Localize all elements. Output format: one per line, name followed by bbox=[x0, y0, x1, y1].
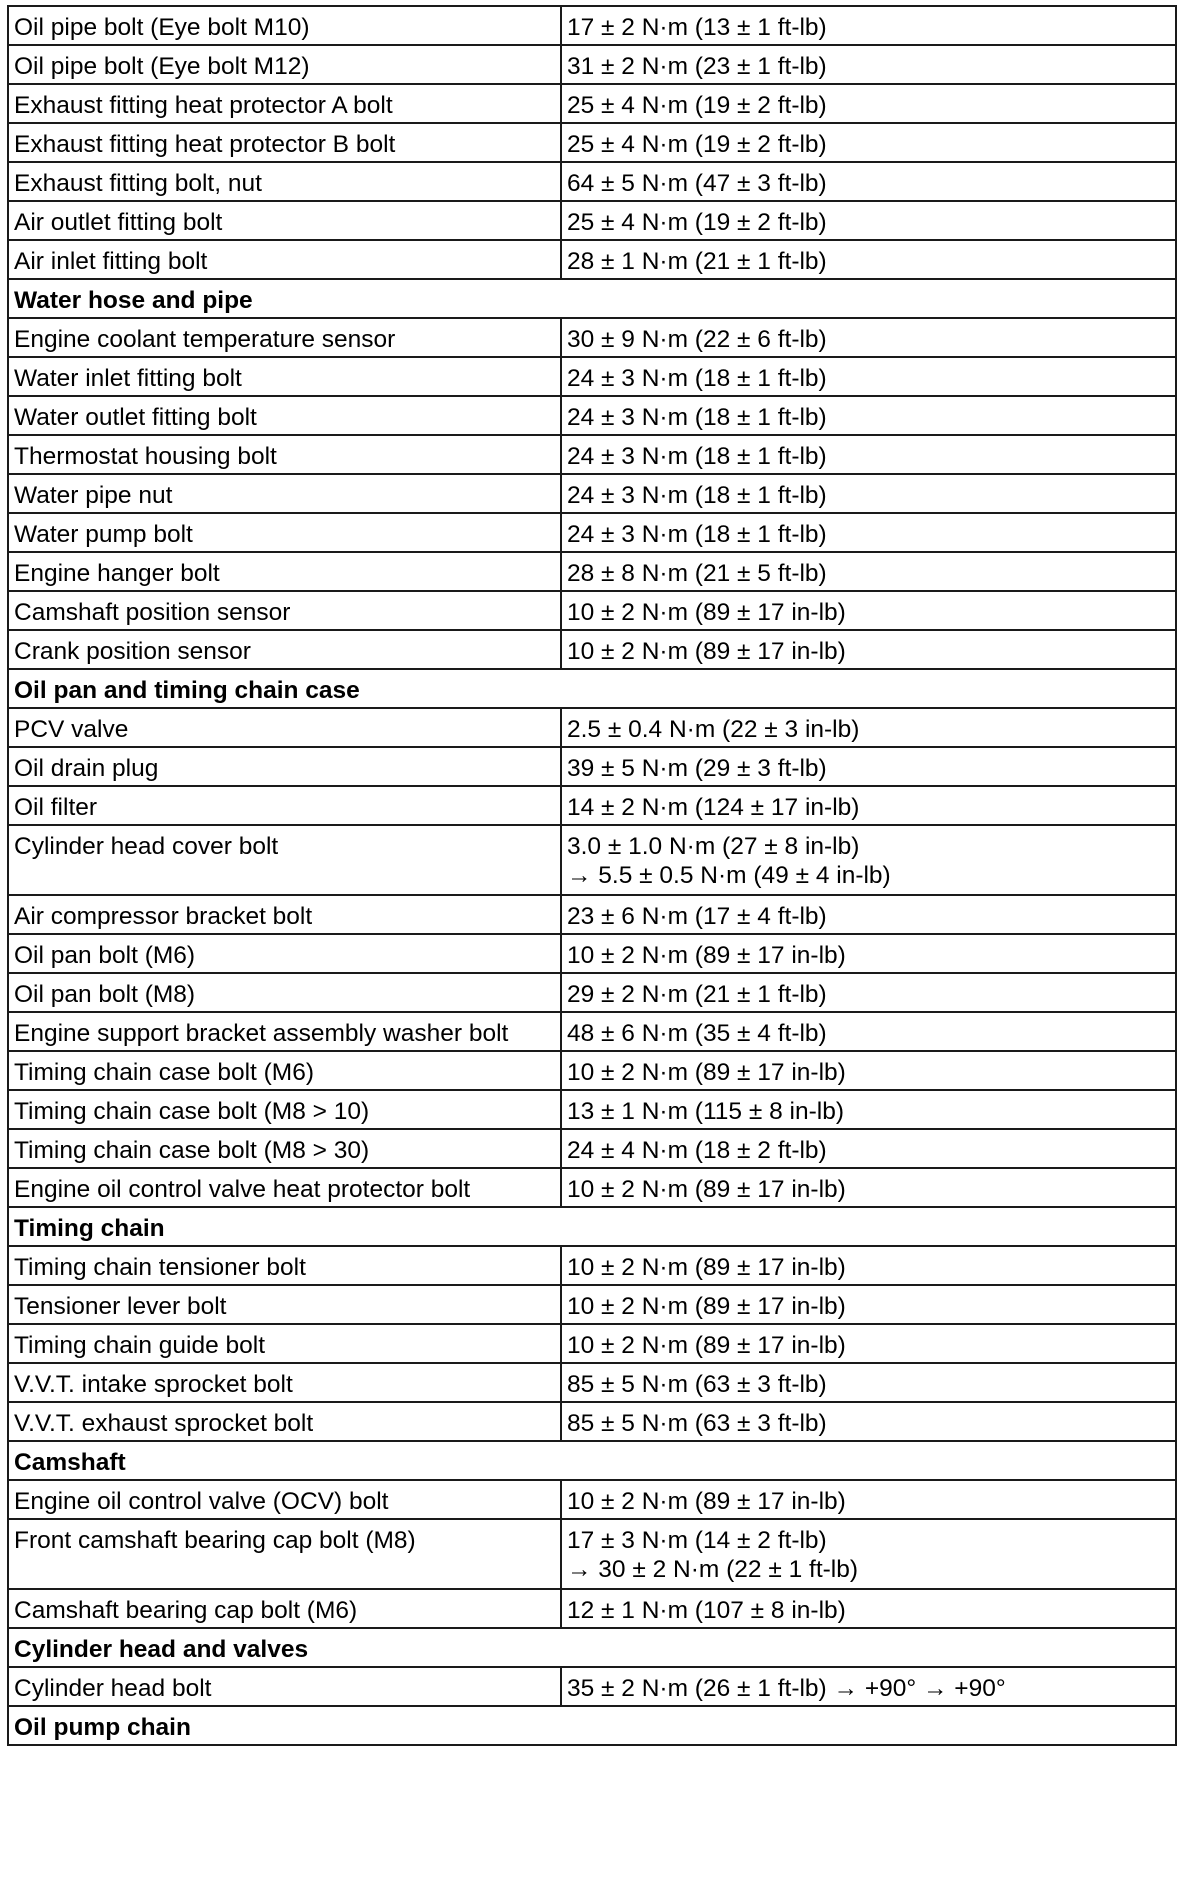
torque-value-line: 10 ± 2 N·m (89 ± 17 in-lb) bbox=[567, 638, 846, 665]
component-name-cell: Engine oil control valve heat protector bolt bbox=[8, 1168, 561, 1207]
torque-value-line: 10 ± 2 N·m (89 ± 17 in-lb) bbox=[567, 1332, 846, 1359]
torque-value-line: 17 ± 2 N·m (13 ± 1 ft-lb) bbox=[567, 14, 827, 41]
component-name-cell: Oil pipe bolt (Eye bolt M12) bbox=[8, 45, 561, 84]
torque-value-line: 25 ± 4 N·m (19 ± 2 ft-lb) bbox=[567, 92, 827, 119]
component-name-cell: Engine oil control valve (OCV) bolt bbox=[8, 1480, 561, 1519]
torque-value-cell bbox=[561, 396, 1176, 435]
torque-value-line: 48 ± 6 N·m (35 ± 4 ft-lb) bbox=[567, 1020, 827, 1047]
component-name-cell: Air outlet fitting bolt bbox=[8, 201, 561, 240]
torque-value-line: 10 ± 2 N·m (89 ± 17 in-lb) bbox=[567, 599, 846, 626]
torque-value-cell bbox=[561, 1480, 1176, 1519]
table-row bbox=[8, 786, 1176, 825]
torque-value-line: 24 ± 4 N·m (18 ± 2 ft-lb) bbox=[567, 1137, 827, 1164]
component-name-cell: Timing chain guide bolt bbox=[8, 1324, 561, 1363]
section-header-cylinder-head-and-valves bbox=[8, 1628, 1176, 1667]
table-row bbox=[8, 708, 1176, 747]
section-header-timing-chain bbox=[8, 1207, 1176, 1246]
section-header-water-hose-and-pipe bbox=[8, 279, 1176, 318]
torque-value-cell bbox=[561, 1402, 1176, 1441]
torque-value-cell bbox=[561, 591, 1176, 630]
component-name-cell: Camshaft bearing cap bolt (M6) bbox=[8, 1589, 561, 1628]
torque-value-cell bbox=[561, 6, 1176, 45]
section-title: Cylinder head and valves bbox=[8, 1628, 1176, 1667]
component-name-cell: Exhaust fitting bolt, nut bbox=[8, 162, 561, 201]
component-name-cell: V.V.T. exhaust sprocket bolt bbox=[8, 1402, 561, 1441]
torque-value-cell bbox=[561, 786, 1176, 825]
component-name-cell: Engine support bracket assembly washer bolt bbox=[8, 1012, 561, 1051]
torque-value-cell bbox=[561, 1246, 1176, 1285]
component-name-cell: Water outlet fitting bolt bbox=[8, 396, 561, 435]
table-row bbox=[8, 1589, 1176, 1628]
table-row bbox=[8, 162, 1176, 201]
torque-value-line: 31 ± 2 N·m (23 ± 1 ft-lb) bbox=[567, 53, 827, 80]
component-name-cell: Thermostat housing bolt bbox=[8, 435, 561, 474]
component-name-cell: Air inlet fitting bolt bbox=[8, 240, 561, 279]
table-row bbox=[8, 1519, 1176, 1589]
table-row bbox=[8, 201, 1176, 240]
torque-value-line: 28 ± 8 N·m (21 ± 5 ft-lb) bbox=[567, 560, 827, 587]
table-row bbox=[8, 474, 1176, 513]
torque-value-line: 14 ± 2 N·m (124 ± 17 in-lb) bbox=[567, 794, 860, 821]
component-name-cell: Timing chain case bolt (M6) bbox=[8, 1051, 561, 1090]
torque-value-line: 10 ± 2 N·m (89 ± 17 in-lb) bbox=[567, 1254, 846, 1281]
torque-value-cell bbox=[561, 1363, 1176, 1402]
torque-value-line: → 5.5 ± 0.5 N·m (49 ± 4 in-lb) bbox=[567, 862, 891, 889]
section-header-camshaft bbox=[8, 1441, 1176, 1480]
torque-value-line: 29 ± 2 N·m (21 ± 1 ft-lb) bbox=[567, 981, 827, 1008]
component-name-cell: Oil pipe bolt (Eye bolt M10) bbox=[8, 6, 561, 45]
component-name-cell: Engine hanger bolt bbox=[8, 552, 561, 591]
table-row bbox=[8, 123, 1176, 162]
torque-value-cell bbox=[561, 357, 1176, 396]
section-title: Camshaft bbox=[8, 1441, 1176, 1480]
torque-value-line: → 30 ± 2 N·m (22 ± 1 ft-lb) bbox=[567, 1556, 859, 1583]
table-row bbox=[8, 630, 1176, 669]
torque-value-line: 85 ± 5 N·m (63 ± 3 ft-lb) bbox=[567, 1410, 827, 1437]
torque-value-line: 30 ± 9 N·m (22 ± 6 ft-lb) bbox=[567, 326, 827, 353]
component-name-cell: Cylinder head bolt bbox=[8, 1667, 561, 1706]
torque-value-cell bbox=[561, 825, 1176, 895]
section-title: Timing chain bbox=[8, 1207, 1176, 1246]
torque-value-cell bbox=[561, 630, 1176, 669]
table-row bbox=[8, 591, 1176, 630]
torque-value-cell bbox=[561, 1051, 1176, 1090]
component-name-cell: V.V.T. intake sprocket bolt bbox=[8, 1363, 561, 1402]
torque-value-cell bbox=[561, 1324, 1176, 1363]
table-row bbox=[8, 1012, 1176, 1051]
component-name-cell: Oil pan bolt (M6) bbox=[8, 934, 561, 973]
component-name-cell: Crank position sensor bbox=[8, 630, 561, 669]
component-name-cell: Front camshaft bearing cap bolt (M8) bbox=[8, 1519, 561, 1589]
component-name-cell: Oil pan bolt (M8) bbox=[8, 973, 561, 1012]
torque-value-cell bbox=[561, 318, 1176, 357]
torque-value-cell bbox=[561, 513, 1176, 552]
component-name-cell: Cylinder head cover bolt bbox=[8, 825, 561, 895]
torque-value-line: 17 ± 3 N·m (14 ± 2 ft-lb) bbox=[567, 1527, 827, 1554]
torque-spec-table-body bbox=[8, 6, 1176, 1745]
torque-value-cell bbox=[561, 1519, 1176, 1589]
torque-value-line: 64 ± 5 N·m (47 ± 3 ft-lb) bbox=[567, 170, 827, 197]
table-row bbox=[8, 1285, 1176, 1324]
torque-value-cell bbox=[561, 1129, 1176, 1168]
torque-value-cell bbox=[561, 84, 1176, 123]
torque-value-cell bbox=[561, 123, 1176, 162]
torque-value-line: 85 ± 5 N·m (63 ± 3 ft-lb) bbox=[567, 1371, 827, 1398]
torque-value-line: 10 ± 2 N·m (89 ± 17 in-lb) bbox=[567, 1488, 846, 1515]
component-name-cell: Water inlet fitting bolt bbox=[8, 357, 561, 396]
table-row bbox=[8, 895, 1176, 934]
torque-value-cell bbox=[561, 240, 1176, 279]
torque-value-cell bbox=[561, 747, 1176, 786]
section-title: Oil pump chain bbox=[8, 1706, 1176, 1745]
component-name-cell: Exhaust fitting heat protector B bolt bbox=[8, 123, 561, 162]
component-name-cell: Tensioner lever bolt bbox=[8, 1285, 561, 1324]
torque-value-cell bbox=[561, 1285, 1176, 1324]
torque-value-line: 35 ± 2 N·m (26 ± 1 ft-lb) → +90° → +90° bbox=[567, 1675, 1006, 1702]
torque-value-line: 24 ± 3 N·m (18 ± 1 ft-lb) bbox=[567, 521, 827, 548]
table-row bbox=[8, 1168, 1176, 1207]
torque-value-cell bbox=[561, 162, 1176, 201]
table-row bbox=[8, 1480, 1176, 1519]
torque-value-line: 39 ± 5 N·m (29 ± 3 ft-lb) bbox=[567, 755, 827, 782]
component-name-cell: Air compressor bracket bolt bbox=[8, 895, 561, 934]
component-name-cell: Oil drain plug bbox=[8, 747, 561, 786]
component-name-cell: Oil filter bbox=[8, 786, 561, 825]
table-row bbox=[8, 1246, 1176, 1285]
torque-value-cell bbox=[561, 708, 1176, 747]
torque-spec-table bbox=[7, 5, 1177, 1746]
table-row bbox=[8, 934, 1176, 973]
torque-value-cell bbox=[561, 895, 1176, 934]
component-name-cell: Camshaft position sensor bbox=[8, 591, 561, 630]
torque-value-cell bbox=[561, 474, 1176, 513]
table-row bbox=[8, 747, 1176, 786]
component-name-cell: Timing chain tensioner bolt bbox=[8, 1246, 561, 1285]
table-row bbox=[8, 6, 1176, 45]
torque-value-cell bbox=[561, 201, 1176, 240]
torque-value-line: 10 ± 2 N·m (89 ± 17 in-lb) bbox=[567, 1176, 846, 1203]
table-row bbox=[8, 552, 1176, 591]
section-title: Water hose and pipe bbox=[8, 279, 1176, 318]
table-row bbox=[8, 1363, 1176, 1402]
torque-value-line: 24 ± 3 N·m (18 ± 1 ft-lb) bbox=[567, 443, 827, 470]
torque-value-line: 24 ± 3 N·m (18 ± 1 ft-lb) bbox=[567, 482, 827, 509]
table-row bbox=[8, 513, 1176, 552]
torque-value-line: 10 ± 2 N·m (89 ± 17 in-lb) bbox=[567, 1293, 846, 1320]
component-name-cell: Exhaust fitting heat protector A bolt bbox=[8, 84, 561, 123]
section-title: Oil pan and timing chain case bbox=[8, 669, 1176, 708]
torque-value-cell bbox=[561, 1589, 1176, 1628]
component-name-cell: PCV valve bbox=[8, 708, 561, 747]
table-row bbox=[8, 1402, 1176, 1441]
table-row bbox=[8, 240, 1176, 279]
torque-value-line: 25 ± 4 N·m (19 ± 2 ft-lb) bbox=[567, 131, 827, 158]
component-name-cell: Water pump bolt bbox=[8, 513, 561, 552]
torque-value-cell bbox=[561, 1667, 1176, 1706]
table-row bbox=[8, 45, 1176, 84]
table-row bbox=[8, 1667, 1176, 1706]
torque-value-cell bbox=[561, 1090, 1176, 1129]
table-row bbox=[8, 1090, 1176, 1129]
component-name-cell: Engine coolant temperature sensor bbox=[8, 318, 561, 357]
torque-value-line: 25 ± 4 N·m (19 ± 2 ft-lb) bbox=[567, 209, 827, 236]
torque-value-line: 24 ± 3 N·m (18 ± 1 ft-lb) bbox=[567, 365, 827, 392]
torque-value-cell bbox=[561, 973, 1176, 1012]
torque-value-line: 28 ± 1 N·m (21 ± 1 ft-lb) bbox=[567, 248, 827, 275]
table-row bbox=[8, 1324, 1176, 1363]
torque-value-cell bbox=[561, 45, 1176, 84]
component-name-cell: Timing chain case bolt (M8 > 10) bbox=[8, 1090, 561, 1129]
torque-value-line: 24 ± 3 N·m (18 ± 1 ft-lb) bbox=[567, 404, 827, 431]
table-row bbox=[8, 435, 1176, 474]
table-row bbox=[8, 357, 1176, 396]
torque-value-cell bbox=[561, 552, 1176, 591]
torque-value-line: 13 ± 1 N·m (115 ± 8 in-lb) bbox=[567, 1098, 844, 1125]
component-name-cell: Water pipe nut bbox=[8, 474, 561, 513]
table-row bbox=[8, 973, 1176, 1012]
table-row bbox=[8, 825, 1176, 895]
table-row bbox=[8, 1051, 1176, 1090]
section-header-oil-pan-and-timing-chain-case bbox=[8, 669, 1176, 708]
table-row bbox=[8, 318, 1176, 357]
torque-value-cell bbox=[561, 934, 1176, 973]
section-header-oil-pump-chain bbox=[8, 1706, 1176, 1745]
torque-value-line: 23 ± 6 N·m (17 ± 4 ft-lb) bbox=[567, 903, 827, 930]
torque-value-cell bbox=[561, 1168, 1176, 1207]
component-name-cell: Timing chain case bolt (M8 > 30) bbox=[8, 1129, 561, 1168]
torque-value-cell bbox=[561, 435, 1176, 474]
table-row bbox=[8, 396, 1176, 435]
table-row bbox=[8, 1129, 1176, 1168]
torque-value-line: 10 ± 2 N·m (89 ± 17 in-lb) bbox=[567, 942, 846, 969]
table-row bbox=[8, 84, 1176, 123]
torque-value-cell bbox=[561, 1012, 1176, 1051]
torque-value-line: 2.5 ± 0.4 N·m (22 ± 3 in-lb) bbox=[567, 716, 860, 743]
torque-value-line: 10 ± 2 N·m (89 ± 17 in-lb) bbox=[567, 1059, 846, 1086]
torque-value-line: 12 ± 1 N·m (107 ± 8 in-lb) bbox=[567, 1597, 846, 1624]
torque-value-line: 3.0 ± 1.0 N·m (27 ± 8 in-lb) bbox=[567, 833, 860, 860]
